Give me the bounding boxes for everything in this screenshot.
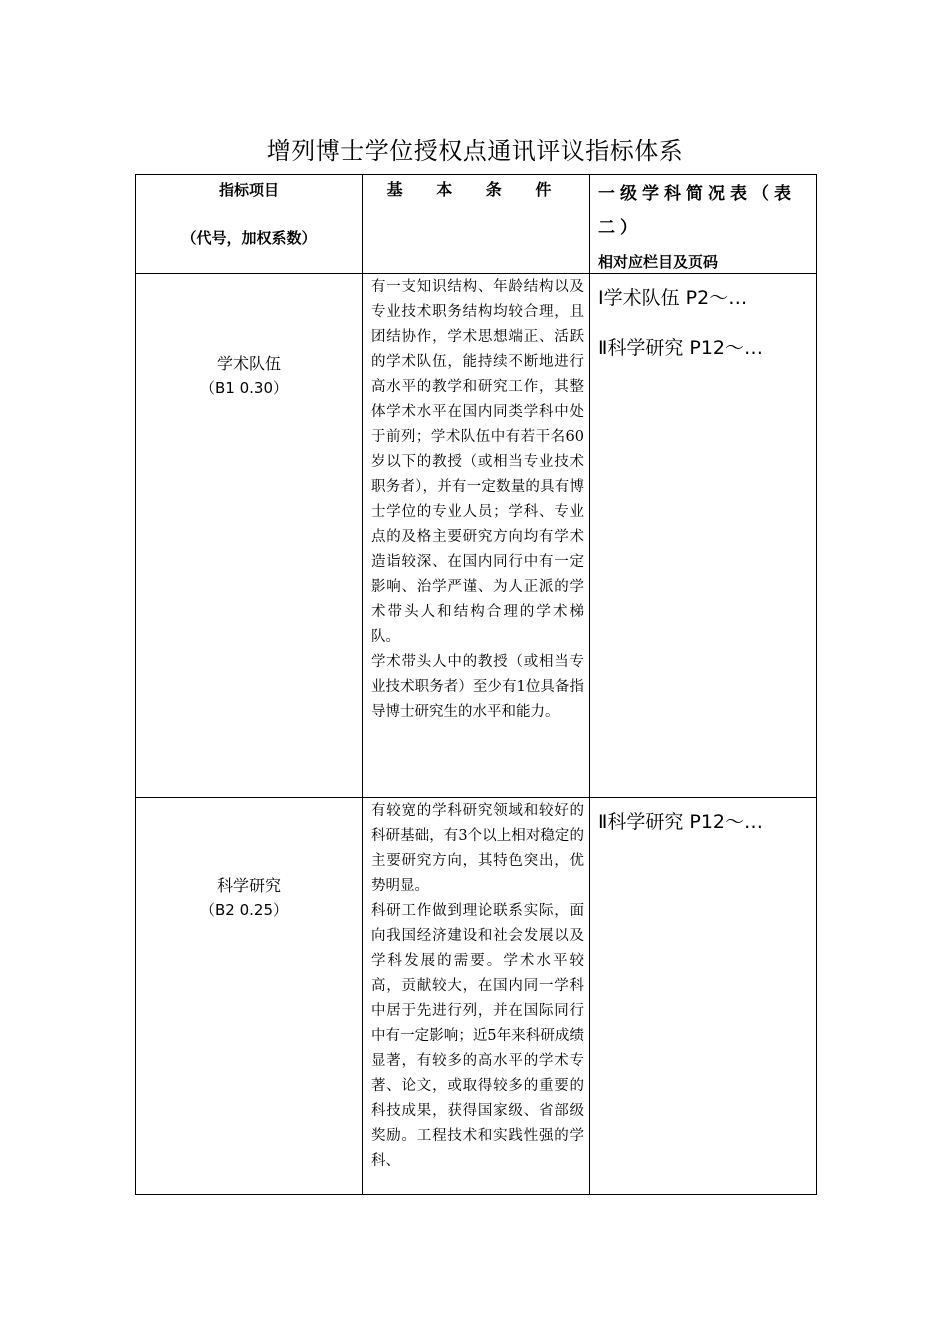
- header-indicator-item: [136, 175, 363, 274]
- header-indicator-label: 指标项目: [218, 181, 279, 199]
- indicator-name-cell: [136, 798, 363, 1195]
- indicator-table: [135, 174, 817, 1195]
- condition-paragraph: 学术带头人中的教授（或相当专业技术职务者）至少有1位具备指导博士研究生的水平和能力。: [371, 654, 584, 720]
- indicator-code: （B2 0.25）: [199, 901, 288, 919]
- table-row: [136, 274, 817, 798]
- conditions-cell: [363, 274, 590, 798]
- table-header-row: [136, 175, 817, 274]
- table-row: [136, 798, 817, 1195]
- indicator-name-cell: [136, 274, 363, 798]
- header-form-reference: [590, 175, 817, 274]
- reference-entry: Ⅱ科学研究 P12～…: [598, 337, 764, 359]
- indicator-code: （B1 0.30）: [199, 379, 288, 397]
- document-title: 增列博士学位授权点通讯评议指标体系: [266, 137, 684, 165]
- header-basic-conditions: 基 本 条 件: [363, 175, 590, 274]
- header-form-label: 一级学科简况表（表二）: [598, 184, 796, 238]
- reference-entry: Ⅱ科学研究 P12～…: [598, 811, 764, 833]
- indicator-name: 学术队伍: [216, 354, 281, 373]
- header-page-label: 相对应栏目及页码: [598, 253, 719, 271]
- condition-paragraph: 有一支知识结构、年龄结构以及专业技术职务结构均较合理，且团结协作，学术思想端正、活跃的学术队伍，能持续不断地进行高水平的教学和研究工作，其整体学术水平在国内同类学科中处于前列；学术队伍中有若干名60岁以下的教授（或相当专业技术职务者），并有一定数量的具有博士学位的专业人员；学科、专业点的及格主要研究方向均有学术造诣较深、在国内同行中有一定影响、治学严谨、为人正派的学术带头人和结构合理的学术梯队。: [371, 279, 584, 645]
- conditions-cell: [363, 798, 590, 1195]
- reference-entry: Ⅰ学术队伍 P2～…: [598, 287, 748, 309]
- reference-cell: [590, 798, 817, 1195]
- condition-paragraph: 科研工作做到理论联系实际，面向我国经济建设和社会发展以及学科发展的需要。学术水平较高，贡献较大，在国内同一学科中居于先进行列，并在国际同行中有一定影响；近5年来科研成绩显著，有较多的高水平的学术专著、论文，或取得较多的重要的科技成果，获得国家级、省部级奖励。工程技术和实践性强的学科、: [371, 903, 584, 1169]
- reference-cell: [590, 274, 817, 798]
- condition-paragraph: 有较宽的学科研究领域和较好的科研基础，有3个以上相对稳定的主要研究方向，其特色突出，优势明显。: [371, 803, 584, 894]
- header-code-weight-label: （代号，加权系数）: [181, 229, 317, 247]
- indicator-name: 科学研究: [216, 876, 281, 895]
